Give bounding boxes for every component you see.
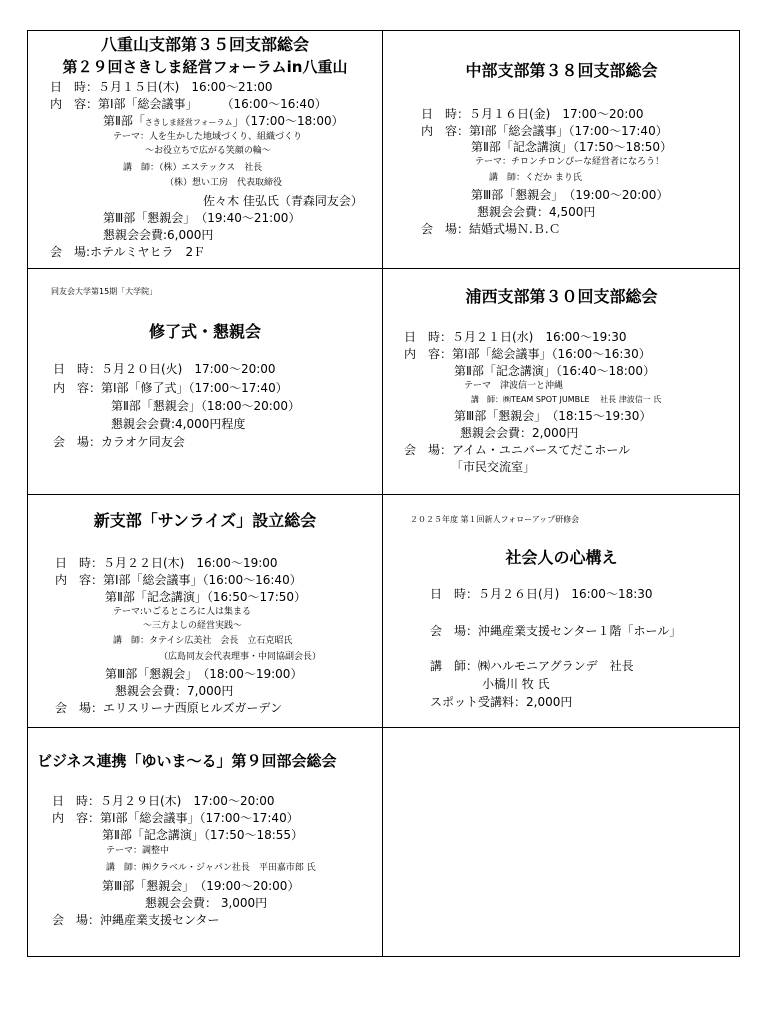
event-title: 修了式・懇親会	[148, 322, 261, 341]
event-fee: 懇親会会費:4,000円程度	[111, 417, 246, 431]
event-lecturer-2: （株）想い工房 代表取締役	[165, 178, 283, 188]
event-fee: スポット受講料：2,000円	[430, 695, 573, 709]
event-lecturer-note: （広島同友会代表理事・中同協副会長）	[159, 652, 322, 662]
event-fee: 懇親会会費：2,000円	[460, 426, 579, 440]
event-label: 同友会大学第15期「大学院」	[51, 287, 158, 296]
event-date: 日 時：５月１６日(金) 17:00～20:00	[421, 107, 644, 121]
event-yuimaaru	[27, 728, 383, 957]
event-yaeyama	[27, 30, 383, 268]
event-date: 日 時：５月２６日(月) 16:00～18:30	[430, 587, 653, 601]
part2-label: 第Ⅱ部「	[103, 114, 145, 128]
event-theme: テーマ:いごるところに人は集まる	[113, 607, 252, 617]
event-part1: 内 容：第Ⅰ部「総会議事」（17:00～17:40）	[421, 124, 668, 138]
event-venue: 会 場：アイム・ユニバースてだこホール	[404, 443, 631, 457]
event-lecturer-1: 講 師：㈱ハルモニアグランデ 社長	[430, 659, 634, 673]
event-fee: 懇親会会費：7,000円	[115, 684, 234, 698]
event-date: 日 時：５月２２日(木) 16:00～19:00	[55, 556, 278, 570]
event-lecturer: 講 師：㈱クラベル・ジャパン社長 平田嘉市郎 氏	[106, 863, 316, 873]
event-label: ２０２５年度 第１回新人フォローアップ研修会	[410, 515, 580, 524]
event-theme-sub: ～お役立ちで広がる笑顔の輪～	[145, 146, 271, 156]
event-part1: 内 容：第Ⅰ部「修了式」（17:00～17:40）	[53, 381, 288, 395]
event-venue: 会 場：エリスリーナ西原ヒルズガーデン	[55, 701, 283, 715]
event-lecturer: 講 師：タテイシ広美社 会長 立石克昭氏	[113, 636, 293, 646]
event-part2: 第Ⅱ部「記念講演」（16:50～17:50）	[105, 590, 307, 604]
event-part1: 内 容：第Ⅰ部「総会議事」（16:00～16:30）	[404, 347, 651, 361]
event-lecturer: 講 師：くだか まり氏	[489, 173, 582, 183]
part2-time: 」（17:00～18:00）	[232, 114, 344, 128]
event-venue: 会 場：沖縄産業支援センター１階「ホール」	[430, 624, 682, 638]
event-date: 日 時：５月２０日(火) 17:00～20:00	[53, 362, 276, 376]
event-title: 社会人の心構え	[505, 548, 618, 567]
event-subtitle: 第２９回さきしま経営フォーラムin八重山	[62, 58, 348, 76]
event-venue: 会 場：沖縄産業支援センター	[52, 913, 220, 927]
event-title: 八重山支部第３５回支部総会	[100, 35, 309, 54]
event-venue-room: 「市民交流室」	[451, 460, 536, 474]
event-date: 日 時：５月１５日(木) 16:00～21:00	[50, 80, 273, 94]
event-part3: 第Ⅲ部「懇親会」 （18:00～19:00）	[105, 667, 303, 681]
event-lecturer-3: 佐々木 佳弘氏（青森同友会）	[203, 194, 363, 208]
event-part3: 第Ⅲ部「懇親会」 （18:15～19:30）	[454, 409, 652, 423]
event-lecturer-1: 講 師：（株）エステックス 社長	[123, 163, 263, 173]
event-lecturer-2: 小橋川 牧 氏	[482, 677, 550, 691]
event-chubu	[383, 30, 740, 268]
event-venue: 会 場:ホテルミヤヒラ 2Ｆ	[50, 245, 206, 259]
event-training	[383, 495, 740, 727]
event-theme: テーマ 津波信一と沖縄	[464, 381, 564, 391]
event-date: 日 時：５月２１日(水) 16:00～19:30	[404, 330, 627, 344]
event-theme: テーマ：人を生かした地域づくり、組織づくり	[113, 132, 303, 142]
event-part2	[103, 115, 344, 127]
event-part3: 第Ⅲ部「懇親会」 （19:00～20:00）	[471, 188, 669, 202]
event-part3: 第Ⅲ部「懇親会」 （19:40～21:00）	[103, 211, 301, 225]
event-sunrise	[27, 495, 383, 727]
event-part2: 第Ⅱ部「記念講演」（17:50～18:50）	[471, 140, 673, 154]
event-theme-sub: ～三方よしの経営実践～	[143, 621, 243, 631]
event-graduation	[27, 269, 383, 494]
event-part2: 第Ⅱ部「懇親会」（18:00～20:00）	[111, 399, 301, 413]
event-lecturer: 講 師：㈱TEAM SPOT JUMBLE 社長 津波信一 氏	[471, 395, 662, 404]
empty-cell	[383, 728, 740, 957]
event-theme: テーマ：調整中	[106, 846, 170, 856]
event-fee: 懇親会会費：4,500円	[477, 205, 596, 219]
event-title: 新支部「サンライズ」設立総会	[93, 511, 317, 530]
event-title: 浦西支部第３０回支部総会	[465, 287, 658, 306]
event-venue: 会 場：結婚式場Ｎ.Ｂ.Ｃ	[421, 222, 561, 236]
event-urasoe	[383, 269, 740, 494]
event-date: 日 時：５月２９日(木) 17:00～20:00	[52, 794, 275, 808]
event-fee: 懇親会会費： 3,000円	[145, 896, 268, 910]
event-part3: 第Ⅲ部「懇親会」 （19:00～20:00）	[102, 879, 300, 893]
event-title: 中部支部第３８回支部総会	[465, 61, 658, 80]
event-part2: 第Ⅱ部「記念講演」（17:50～18:55）	[102, 828, 304, 842]
event-part1: 内 容：第Ⅰ部「総会議事」（16:00～16:40）	[55, 573, 302, 587]
event-part1: 内 容：第Ⅰ部「総会議事」（17:00～17:40）	[52, 811, 299, 825]
event-part2: 第Ⅱ部「記念講演」（16:40～18:00）	[454, 364, 656, 378]
part2-forum: さきしま経営フォーラム	[144, 118, 233, 127]
event-theme: テーマ：チロンチロンぴーな経営者になろう！	[475, 157, 665, 167]
event-fee: 懇親会会費:6,000円	[103, 228, 214, 242]
event-title: ビジネス連携「ゆいま～る」第９回部会総会	[37, 752, 337, 770]
event-part1: 内 容：第Ⅰ部「総会議事」 （16:00～16:40）	[50, 97, 327, 111]
event-venue: 会 場：カラオケ同友会	[53, 435, 185, 449]
